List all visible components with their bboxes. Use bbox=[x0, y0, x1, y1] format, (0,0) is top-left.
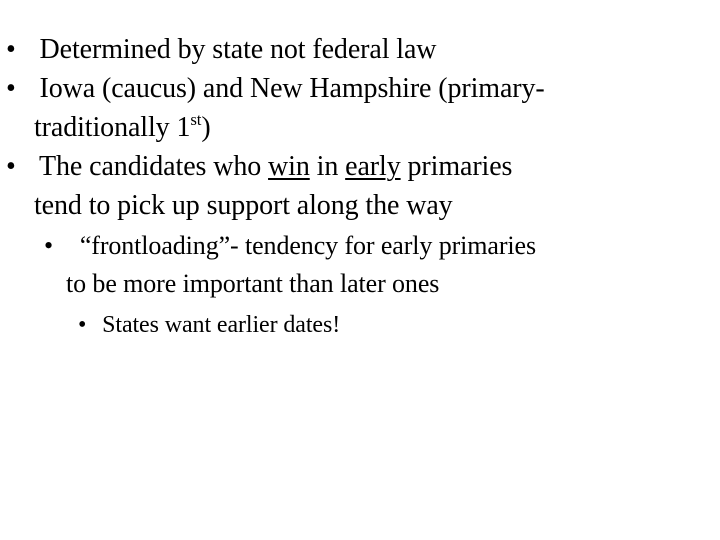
sub-bullet-line-2 bbox=[66, 267, 439, 301]
bullet-2-text-line-1: Iowa (caucus) and New Hampshire (primary- bbox=[39, 73, 545, 104]
sub-bullet-text-line-2: to be more important than later ones bbox=[66, 269, 440, 298]
bullet-2-line-2 bbox=[34, 111, 211, 145]
subsub-bullet bbox=[78, 308, 340, 342]
bullet-2-superscript: st bbox=[190, 110, 202, 130]
sub-bullet-marker: • bbox=[44, 231, 54, 260]
subsub-bullet-marker: • bbox=[78, 312, 87, 338]
bullet-marker: • bbox=[6, 34, 16, 65]
bullet-2-text-line-2-post: ) bbox=[201, 112, 211, 143]
bullet-3-text-a: The candidates who bbox=[39, 151, 269, 182]
bullet-3-text-c: primaries bbox=[400, 151, 513, 182]
bullet-3-text-b: in bbox=[309, 151, 346, 182]
bullet-2-line-1 bbox=[6, 72, 545, 106]
underlined-win: win bbox=[268, 151, 310, 182]
bullet-3-line-1 bbox=[6, 150, 512, 184]
sub-bullet-line-1 bbox=[44, 229, 536, 263]
bullet-3-text-line-2: tend to pick up support along the way bbox=[34, 190, 453, 221]
underlined-early: early bbox=[345, 151, 401, 182]
bullet-1-text: Determined by state not federal law bbox=[39, 34, 437, 65]
subsub-bullet-text: States want earlier dates! bbox=[102, 312, 341, 338]
sub-bullet-text-line-1: “frontloading”- tendency for early primaries bbox=[79, 231, 537, 260]
bullet-marker: • bbox=[6, 73, 16, 104]
bullet-marker: • bbox=[6, 151, 16, 182]
bullet-3-line-2 bbox=[34, 189, 453, 223]
bullet-2-text-line-2-pre: traditionally 1 bbox=[34, 112, 191, 143]
bullet-1 bbox=[6, 33, 436, 67]
